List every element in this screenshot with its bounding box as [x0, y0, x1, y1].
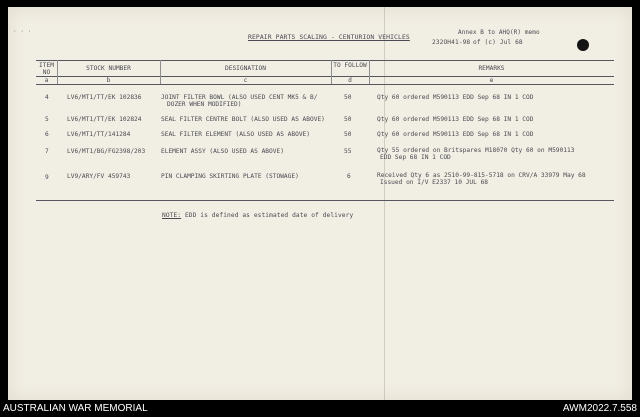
column-header-remarks: REMARKS [478, 65, 505, 72]
corner-mark: · · · [13, 28, 32, 35]
row-to-follow: 50 [344, 94, 352, 101]
row-stock-number: LV6/MT1/TT/EK 102824 [67, 116, 142, 123]
row-remarks: Received Qty 6 as 2510-99-815-5718 on CRV/A 33979 May 68 [377, 172, 586, 179]
memo-reference: 232OH41-98 [432, 39, 471, 46]
row-remarks: Qty 60 ordered M590113 EDD Sep 68 IN 1 COD [377, 131, 534, 138]
annex-reference: Annex B to AHQ(R) memo [458, 29, 540, 36]
row-to-follow: 6 [347, 173, 351, 180]
row-stock-number: LV9/ARY/FV 459743 [67, 173, 131, 180]
column-header-stock-number: STOCK NUMBER [86, 65, 131, 72]
footer-institution: AUSTRALIAN WAR MEMORIAL [3, 403, 148, 414]
column-header-to-follow: TO FOLLOW [333, 62, 367, 69]
table-top-rule [36, 60, 614, 61]
column-letter: a [44, 77, 49, 84]
row-designation: SEAL FILTER ELEMENT (ALSO USED AS ABOVE) [161, 131, 311, 138]
letters-divider-rule [36, 84, 614, 85]
memo-date: of (c) Jul 68 [473, 39, 523, 46]
row-to-follow: 50 [344, 131, 352, 138]
column-header-item-no: ITEM NO [39, 62, 54, 76]
column-letter: d [348, 77, 352, 84]
punch-hole [577, 39, 589, 51]
column-header-designation: DESIGNATION [225, 65, 266, 72]
row-remarks: Qty 60 ordered M590113 EDD Sep 68 IN 1 COD [377, 116, 534, 123]
row-item-no: 4 [45, 94, 49, 101]
row-designation-cont: DOZER WHEN MODIFIED) [167, 101, 242, 108]
row-designation: ELEMENT ASSY (ALSO USED AS ABOVE) [161, 148, 284, 155]
row-to-follow: 50 [344, 116, 352, 123]
row-designation: SEAL FILTER CENTRE BOLT (ALSO USED AS ABOVE) [161, 116, 325, 123]
footnote-text: EDD is defined as estimated date of delivery [181, 212, 354, 219]
row-remarks-cont: Issued on I/V E2337 10 JUL 68 [380, 179, 489, 186]
row-item-no: 5 [45, 116, 49, 123]
row-item-no: 6 [45, 131, 49, 138]
row-item-no: 7 [45, 148, 49, 155]
row-designation: JOINT FILTER BOWL (ALSO USED CENT MK5 & B/ [161, 94, 318, 101]
column-letter: e [489, 77, 494, 84]
row-to-follow: 55 [344, 148, 352, 155]
column-letter: b [106, 77, 111, 84]
row-designation: PIN CLAMPING SKIRTING PLATE (STOWAGE) [161, 173, 299, 180]
row-stock-number: LV6/MT1/BG/FG2398/203 [67, 148, 146, 155]
column-letter: c [243, 77, 248, 84]
row-remarks-cont: EDD Sep 68 IN 1 COD [380, 154, 451, 161]
row-remarks: Qty 60 ordered M590113 EDD Sep 68 IN 1 COD [377, 94, 534, 101]
footer-accession-number: AWM2022.7.558 [562, 403, 637, 414]
row-remarks: Qty 55 ordered on Britspares M18070 Qty 60 on M590113 [377, 147, 575, 154]
document-title: REPAIR PARTS SCALING - CENTURION VEHICLES [248, 33, 410, 41]
footnote [162, 212, 353, 219]
footnote-label: NOTE: [162, 212, 182, 219]
row-stock-number: LV6/MT1/TT/141284 [67, 131, 131, 138]
table-bottom-rule [36, 200, 614, 201]
row-item-no: 9 [45, 174, 49, 181]
row-stock-number: LV6/MT1/TT/EK 102836 [67, 94, 142, 101]
